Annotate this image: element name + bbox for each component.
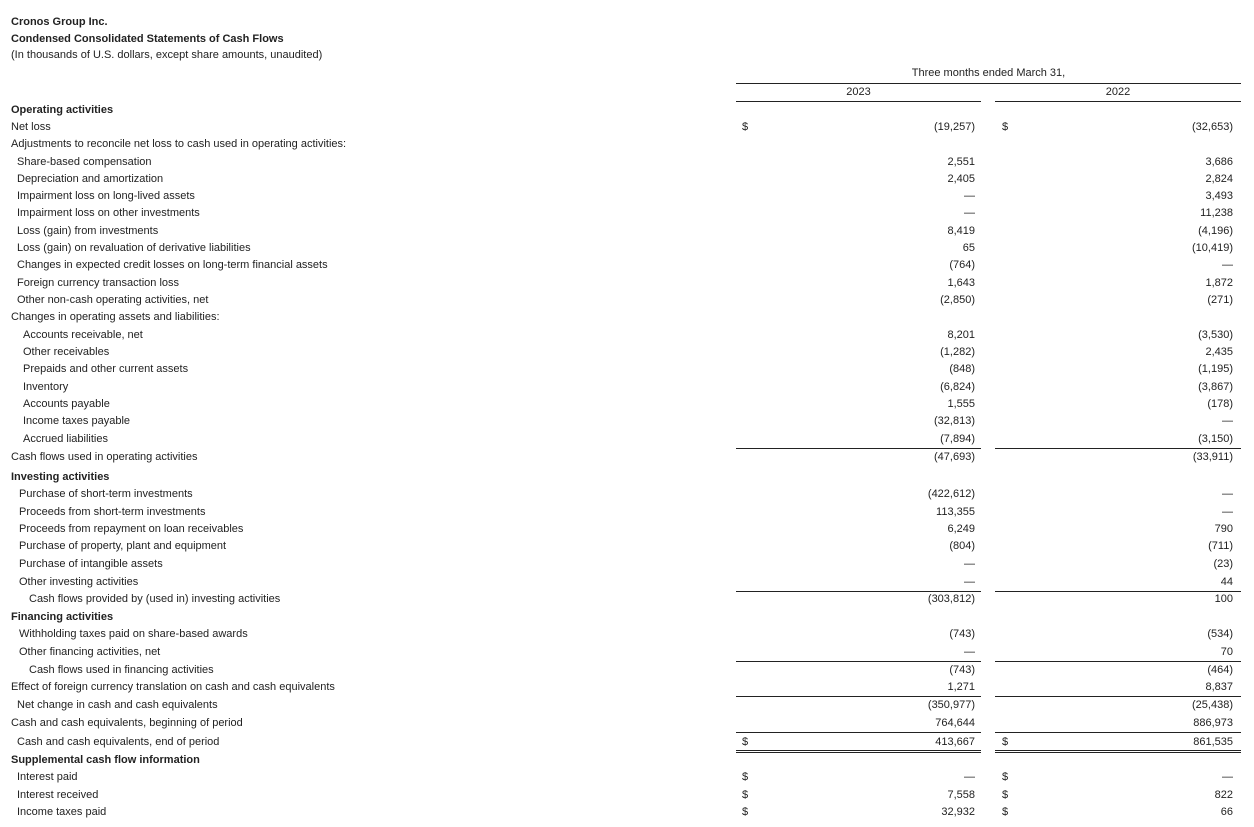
subtotal-rule [736, 732, 981, 733]
row-label: Foreign currency transaction loss [17, 277, 180, 289]
row-label: Impairment loss on other investments [17, 207, 200, 219]
table-row [0, 188, 1254, 205]
table-row [0, 344, 1254, 361]
row-label: Purchase of property, plant and equipment [19, 540, 227, 552]
value-2023: (47,693) [934, 451, 975, 463]
value-2023: 1,643 [947, 277, 975, 289]
table-row [0, 787, 1254, 804]
table-row [0, 119, 1254, 136]
table-row [0, 223, 1254, 240]
value-2023: (2,850) [940, 294, 975, 306]
value-2022: — [1222, 488, 1233, 500]
row-label: Interest paid [17, 771, 78, 783]
row-label: Net change in cash and cash equivalents [17, 699, 218, 711]
value-2022: (4,196) [1198, 225, 1233, 237]
table-row [0, 102, 1254, 119]
value-2022: — [1222, 415, 1233, 427]
value-2023: — [964, 190, 975, 202]
table-row [0, 804, 1254, 821]
row-label: Other receivables [23, 346, 110, 358]
subtotal-rule [995, 448, 1241, 449]
table-row [0, 769, 1254, 786]
table-row [0, 275, 1254, 292]
row-label: Income taxes paid [17, 806, 107, 818]
value-2022: (534) [1207, 628, 1233, 640]
table-row [0, 626, 1254, 643]
table-row [0, 609, 1254, 626]
row-label: Proceeds from short-term investments [19, 506, 206, 518]
value-2022: 1,872 [1205, 277, 1233, 289]
value-2023: 764,644 [935, 717, 975, 729]
value-2023: 113,355 [936, 506, 975, 518]
table-row [0, 591, 1254, 608]
table-row [0, 504, 1254, 521]
value-2022: 8,837 [1205, 681, 1233, 693]
row-label: Purchase of short-term investments [19, 488, 193, 500]
currency-symbol-2022: $ [1002, 736, 1009, 748]
table-row [0, 734, 1254, 751]
value-2022: (33,911) [1192, 451, 1233, 463]
value-2023: — [964, 771, 975, 783]
value-2022: 2,435 [1205, 346, 1233, 358]
value-2023: 65 [962, 242, 975, 254]
value-2022: (3,867) [1198, 381, 1233, 393]
row-label: Proceeds from repayment on loan receivables [19, 523, 244, 535]
value-2022: — [1222, 506, 1233, 518]
table-row [0, 327, 1254, 344]
value-2023: (32,813) [934, 415, 975, 427]
currency-symbol-2022: $ [1002, 789, 1009, 801]
value-2023: — [964, 646, 975, 658]
value-2023: 7,558 [947, 789, 975, 801]
table-row [0, 644, 1254, 661]
period-underline [736, 83, 1241, 84]
value-2023: (1,282) [940, 346, 975, 358]
value-2023: (764) [949, 259, 975, 271]
statement-title: Condensed Consolidated Statements of Cash Flows [11, 33, 284, 45]
value-2022: 886,973 [1193, 717, 1233, 729]
row-label: Loss (gain) on revaluation of derivative liabilities [17, 242, 251, 254]
table-row [0, 171, 1254, 188]
value-2022: (178) [1207, 398, 1233, 410]
value-2022: 861,535 [1193, 736, 1233, 748]
table-row [0, 379, 1254, 396]
currency-symbol-2022: $ [1002, 806, 1009, 818]
value-2023: — [964, 576, 975, 588]
value-2022: 66 [1220, 806, 1233, 818]
table-row [0, 662, 1254, 679]
row-label: Depreciation and amortization [17, 173, 164, 185]
subtotal-rule [736, 661, 981, 662]
value-2022: — [1222, 259, 1233, 271]
subtotal-rule [736, 696, 981, 697]
value-2022: 70 [1220, 646, 1233, 658]
subtotal-rule [995, 696, 1241, 697]
table-row [0, 556, 1254, 573]
row-label: Effect of foreign currency translation on cash and cash equivalents [11, 681, 335, 693]
row-label: Share-based compensation [17, 156, 152, 168]
table-row [0, 396, 1254, 413]
value-2022: 3,493 [1205, 190, 1233, 202]
double-underline [995, 750, 1241, 753]
value-2022: (10,419) [1192, 242, 1233, 254]
value-2023: 6,249 [947, 523, 975, 535]
table-row [0, 154, 1254, 171]
currency-symbol-2023: $ [742, 806, 749, 818]
row-label: Income taxes payable [23, 415, 131, 427]
row-label: Loss (gain) from investments [17, 225, 159, 237]
row-label: Changes in operating assets and liabilities: [11, 311, 220, 323]
subtotal-rule [736, 591, 981, 592]
value-2023: (848) [949, 363, 975, 375]
currency-symbol-2022: $ [1002, 771, 1009, 783]
subtotal-rule [995, 732, 1241, 733]
value-2022: (271) [1207, 294, 1233, 306]
row-label: Changes in expected credit losses on long-term financial assets [17, 259, 328, 271]
value-2023: (350,977) [927, 699, 975, 711]
table-row [0, 521, 1254, 538]
value-2022: 790 [1214, 523, 1233, 535]
units-note: (In thousands of U.S. dollars, except share amounts, unaudited) [11, 49, 323, 61]
table-row [0, 752, 1254, 769]
double-underline [736, 750, 981, 753]
row-label: Cash flows used in financing activities [29, 664, 214, 676]
table-row [0, 136, 1254, 153]
value-2022: 100 [1214, 593, 1233, 605]
currency-symbol-2022: $ [1002, 121, 1009, 133]
value-2023: 32,932 [941, 806, 975, 818]
table-row [0, 240, 1254, 257]
table-row [0, 257, 1254, 274]
value-2022: (32,653) [1192, 121, 1233, 133]
value-2023: 8,419 [947, 225, 975, 237]
row-label: Accrued liabilities [23, 433, 108, 445]
table-row [0, 469, 1254, 486]
value-2023: (303,812) [927, 593, 975, 605]
table-row [0, 292, 1254, 309]
currency-symbol-2023: $ [742, 736, 749, 748]
company-name: Cronos Group Inc. [11, 16, 108, 28]
column-year-2022: 2022 [1105, 86, 1131, 98]
value-2022: (25,438) [1192, 699, 1233, 711]
value-2023: (743) [949, 664, 975, 676]
value-2022: 2,824 [1205, 173, 1233, 185]
table-row [0, 431, 1254, 448]
value-2023: (422,612) [927, 488, 975, 500]
value-2023: (6,824) [940, 381, 975, 393]
currency-symbol-2023: $ [742, 789, 749, 801]
value-2023: (743) [949, 628, 975, 640]
table-row [0, 361, 1254, 378]
section-heading: Financing activities [11, 611, 114, 623]
row-label: Interest received [17, 789, 99, 801]
period-heading: Three months ended March 31, [911, 67, 1066, 79]
row-label: Cash flows used in operating activities [11, 451, 198, 463]
row-label: Accounts payable [23, 398, 110, 410]
column-year-2023: 2023 [846, 86, 871, 98]
row-label: Purchase of intangible assets [19, 558, 163, 570]
row-label: Inventory [23, 381, 69, 393]
section-heading: Operating activities [11, 104, 114, 116]
section-heading: Supplemental cash flow information [11, 754, 200, 766]
value-2023: — [964, 207, 975, 219]
subtotal-rule [995, 591, 1241, 592]
section-heading: Investing activities [11, 471, 110, 483]
value-2022: 11,238 [1200, 207, 1233, 219]
currency-symbol-2023: $ [742, 771, 749, 783]
row-label: Cash and cash equivalents, end of period [17, 736, 220, 748]
value-2022: (711) [1208, 540, 1233, 552]
value-2023: — [964, 558, 975, 570]
value-2022: (1,195) [1198, 363, 1233, 375]
table-row [0, 715, 1254, 732]
value-2022: (3,530) [1198, 329, 1233, 341]
row-label: Impairment loss on long-lived assets [17, 190, 195, 202]
subtotal-rule [736, 448, 981, 449]
value-2022: — [1222, 771, 1233, 783]
row-label: Accounts receivable, net [23, 329, 143, 341]
table-row [0, 538, 1254, 555]
table-row [0, 205, 1254, 222]
value-2022: (3,150) [1198, 433, 1233, 445]
subtotal-rule [995, 661, 1241, 662]
row-label: Net loss [11, 121, 51, 133]
table-row [0, 679, 1254, 696]
row-label: Adjustments to reconcile net loss to cash used in operating activities: [11, 138, 347, 150]
table-row [0, 486, 1254, 503]
value-2023: 2,405 [947, 173, 975, 185]
value-2023: (804) [949, 540, 975, 552]
table-row [0, 697, 1254, 714]
value-2023: 1,555 [947, 398, 975, 410]
value-2022: (464) [1207, 664, 1233, 676]
table-row [0, 309, 1254, 326]
table-row [0, 574, 1254, 591]
row-label: Withholding taxes paid on share-based awards [19, 628, 248, 640]
row-label: Other investing activities [19, 576, 139, 588]
row-label: Cash and cash equivalents, beginning of period [11, 717, 243, 729]
value-2023: (19,257) [934, 121, 975, 133]
currency-symbol-2023: $ [742, 121, 749, 133]
value-2023: 413,667 [935, 736, 975, 748]
row-label: Prepaids and other current assets [23, 363, 189, 375]
table-row [0, 413, 1254, 430]
value-2022: 3,686 [1205, 156, 1233, 168]
value-2022: 44 [1220, 576, 1233, 588]
value-2023: 1,271 [947, 681, 975, 693]
value-2022: 822 [1214, 789, 1233, 801]
value-2022: (23) [1213, 558, 1233, 570]
value-2023: 8,201 [947, 329, 975, 341]
row-label: Other non-cash operating activities, net [17, 294, 209, 306]
table-row [0, 449, 1254, 466]
row-label: Other financing activities, net [19, 646, 161, 658]
value-2023: 2,551 [947, 156, 975, 168]
value-2023: (7,894) [940, 433, 975, 445]
row-label: Cash flows provided by (used in) investing activities [29, 593, 281, 605]
